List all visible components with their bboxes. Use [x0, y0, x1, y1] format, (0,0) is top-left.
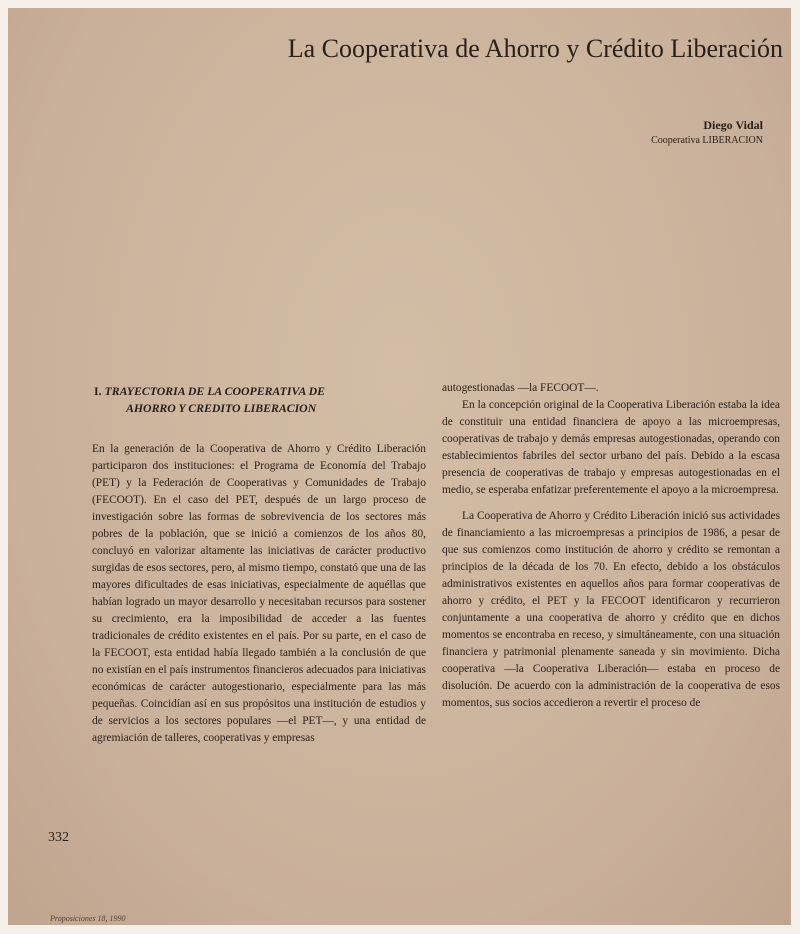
left-column	[92, 383, 426, 747]
author-affiliation: Cooperativa LIBERACION	[651, 135, 763, 146]
left-paragraph-1: En la generación de la Cooperativa de Ahorro y Crédito Liberación participaron dos instituciones: el Programa de Economía del Trabajo (PET) y la Federación de Cooperativas y Comunidades de Trabajo (FECOOT). En el caso del PET, después de un largo proceso de investigación sobre las formas de sobrevivencia de los sectores más pobres de la población, que se inició a comienzos de los años 80, concluyó en valorizar altamente las iniciativas de carácter productivo surgidas de esos sectores, pero, al mismo tiempo, constató que una de las mayores dificultades de esas iniciativas, especialmente de aquéllas que habían logrado un mayor desarrollo y necesitaban recursos para sostener su crecimiento, era la imposibilidad de acceder a las fuentes tradicionales de crédito existentes en el país. Por su parte, en el caso de la FECOOT, esta entidad había llegado también a la conclusión de que no existían en el país instrumentos financieros adecuados para iniciativas económicas de carácter autogestionario, especialmente para las más pequeñas. Coincidían así en sus propósitos una institución de estudios y de servicios a los sectores populares —el PET—, y una entidad de agremiación de talleres, cooperativas y empresas	[92, 443, 426, 744]
journal-page	[8, 8, 791, 925]
journal-footer: Proposiciones 18, 1990	[50, 914, 126, 923]
section-heading	[92, 383, 426, 417]
right-continuation: autogestionadas —la FECOOT—.	[442, 382, 599, 394]
right-paragraph-2: En la concepción original de la Cooperativa Liberación estaba la idea de constituir una entidad financiera de apoyo a las microempresas, cooperativas de trabajo y demás empresas autogestionadas, operando con establecimientos fabriles del sector urbano del país. Debido a la escasa presencia de cooperativas de trabajo y empresas autogestionadas en el medio, se esperaba enfatizar preferentemente el apoyo a la microempresa.	[442, 399, 780, 496]
section-heading-line2: AHORRO Y CREDITO LIBERACION	[126, 401, 317, 415]
section-number: I.	[94, 384, 102, 398]
right-column	[442, 380, 780, 712]
right-paragraph-3: La Cooperativa de Ahorro y Crédito Liberación inició sus actividades de financiamiento a las microempresas a principios de 1986, a pesar de que sus comienzos como institución de ahorro y crédito se remontan a principios de la década de los 70. En efecto, debido a los obstáculos administrativos existentes en aquellos años para formar cooperativas de ahorro y crédito, el PET y la FECOOT identificaron y recurrieron conjuntamente a una cooperativa de ahorro y crédito que en dichos momentos se encontraba en receso, y simultáneamente, con una situación financiera y patrimonial plenamente saneada y sin movimiento. Dicha cooperativa —la Cooperativa Liberación— estaba en proceso de disolución. De acuerdo con la administración de la cooperativa de esos momentos, sus socios accedieron a revertir el proceso de	[442, 510, 780, 709]
page-number: 332	[48, 830, 69, 845]
article-title: La Cooperativa de Ahorro y Crédito Liberación	[287, 34, 783, 63]
author-name: Diego Vidal	[703, 118, 763, 132]
section-heading-line1: TRAYECTORIA DE LA COOPERATIVA DE	[104, 384, 325, 398]
author-block	[651, 118, 763, 148]
